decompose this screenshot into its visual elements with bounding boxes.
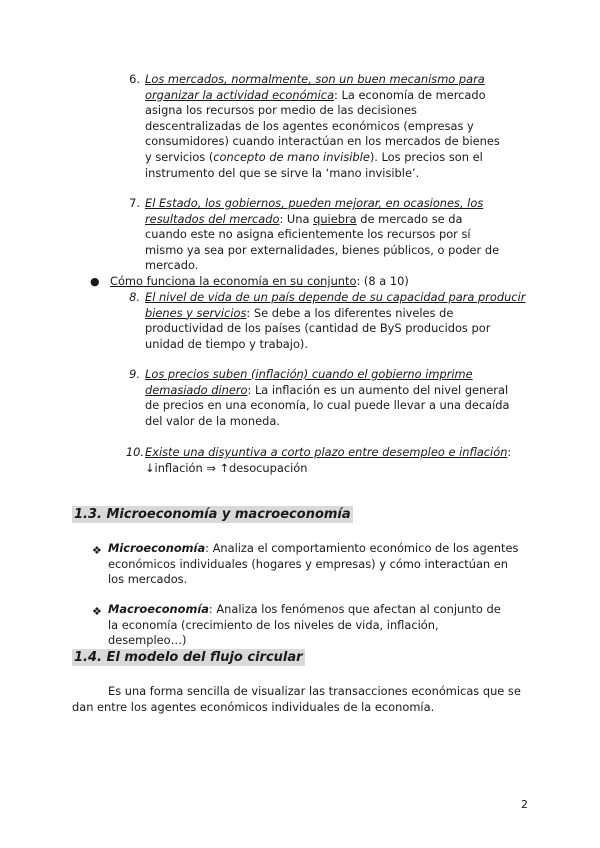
list-item — [145, 367, 523, 429]
definition-item — [108, 602, 508, 649]
list-item — [145, 196, 505, 274]
page-number: 2 — [521, 798, 528, 811]
item-text: : Una — [279, 211, 314, 226]
body-paragraph: Es una forma sencilla de visualizar las transacciones económicas que se dan entre los agentes económicos individuales de la economía. — [72, 684, 521, 714]
bullet-item — [110, 274, 510, 290]
list-item — [145, 72, 503, 181]
diamond-bullet-icon: ❖ — [92, 605, 102, 618]
definition-item — [108, 541, 524, 588]
item-text: : La economía de mercado asigna los recursos por medio de las decisiones descentralizadas de los agentes económicos (empresas y consumidores) cuando interactúan en los mercados de bienes y servicios ( — [145, 87, 500, 164]
definition-text: : Analiza el comportamiento económico de los agentes económicos individuales (hogares y empresas) y cómo interactúan en los mercados. — [108, 541, 519, 587]
section-heading: 1.3. Microeconomía y macroeconomía — [74, 507, 351, 522]
list-item — [145, 290, 529, 352]
item-text: ). Los precios son el instrumento del que se sirve la ‘mano invisible’. — [145, 149, 483, 180]
definition-text: : Analiza los fenómenos que afectan al conjunto de la economía (crecimiento de los niveles de vida, inflación, desempleo…) — [108, 602, 501, 648]
item-title: Los mercados, normalmente, son un buen mecanismo para organizar la actividad económica — [145, 72, 485, 102]
bullet-label: Cómo funciona la economía en su conjunto — [110, 274, 357, 288]
item-title: Existe una disyuntiva a corto plazo entre desempleo e inflación — [145, 445, 508, 459]
list-number: 9. — [129, 367, 140, 381]
item-formula: ↓inflación ⇒ ↑desocupación — [145, 460, 308, 475]
bullet-suffix: : (8 a 10) — [356, 274, 409, 288]
item-title: El nivel de vida de un país depende de su capacidad para producir bienes y servicios — [145, 290, 526, 320]
item-text: : — [507, 445, 512, 459]
item-title: Los precios suben (inflación) cuando el gobierno imprime demasiado dinero — [145, 367, 473, 397]
item-text: de mercado se da cuando este no asigna eficientemente los recursos por sí mismo ya sea por externalidades, bienes públicos, o poder de mercado. — [145, 211, 500, 273]
list-number: 6. — [129, 72, 140, 86]
definition-term: Macroeconomía — [108, 602, 209, 616]
list-number: 8. — [129, 290, 140, 304]
item-text: : Se debe a los diferentes niveles de productividad de los países (cantidad de ByS producidos por unidad de tiempo y trabajo). — [145, 305, 491, 351]
bullet-icon: ● — [90, 275, 100, 288]
list-number: 10. — [125, 445, 144, 459]
list-number: 7. — [129, 196, 140, 210]
item-italic-text: concepto de mano invisible — [213, 149, 370, 164]
definition-term: Microeconomía — [108, 541, 206, 555]
item-underlined-text: quiebra — [313, 211, 357, 226]
section-heading: 1.4. El modelo del flujo circular — [74, 650, 303, 665]
item-text: : La inflación es un aumento del nivel general de precios en una economía, lo cual puede llevar a una decaída del valor de la moneda. — [145, 382, 510, 428]
list-item — [145, 445, 525, 476]
item-title: El Estado, los gobiernos, pueden mejorar, en ocasiones, los resultados del mercado — [145, 196, 484, 226]
diamond-bullet-icon: ❖ — [92, 544, 102, 557]
